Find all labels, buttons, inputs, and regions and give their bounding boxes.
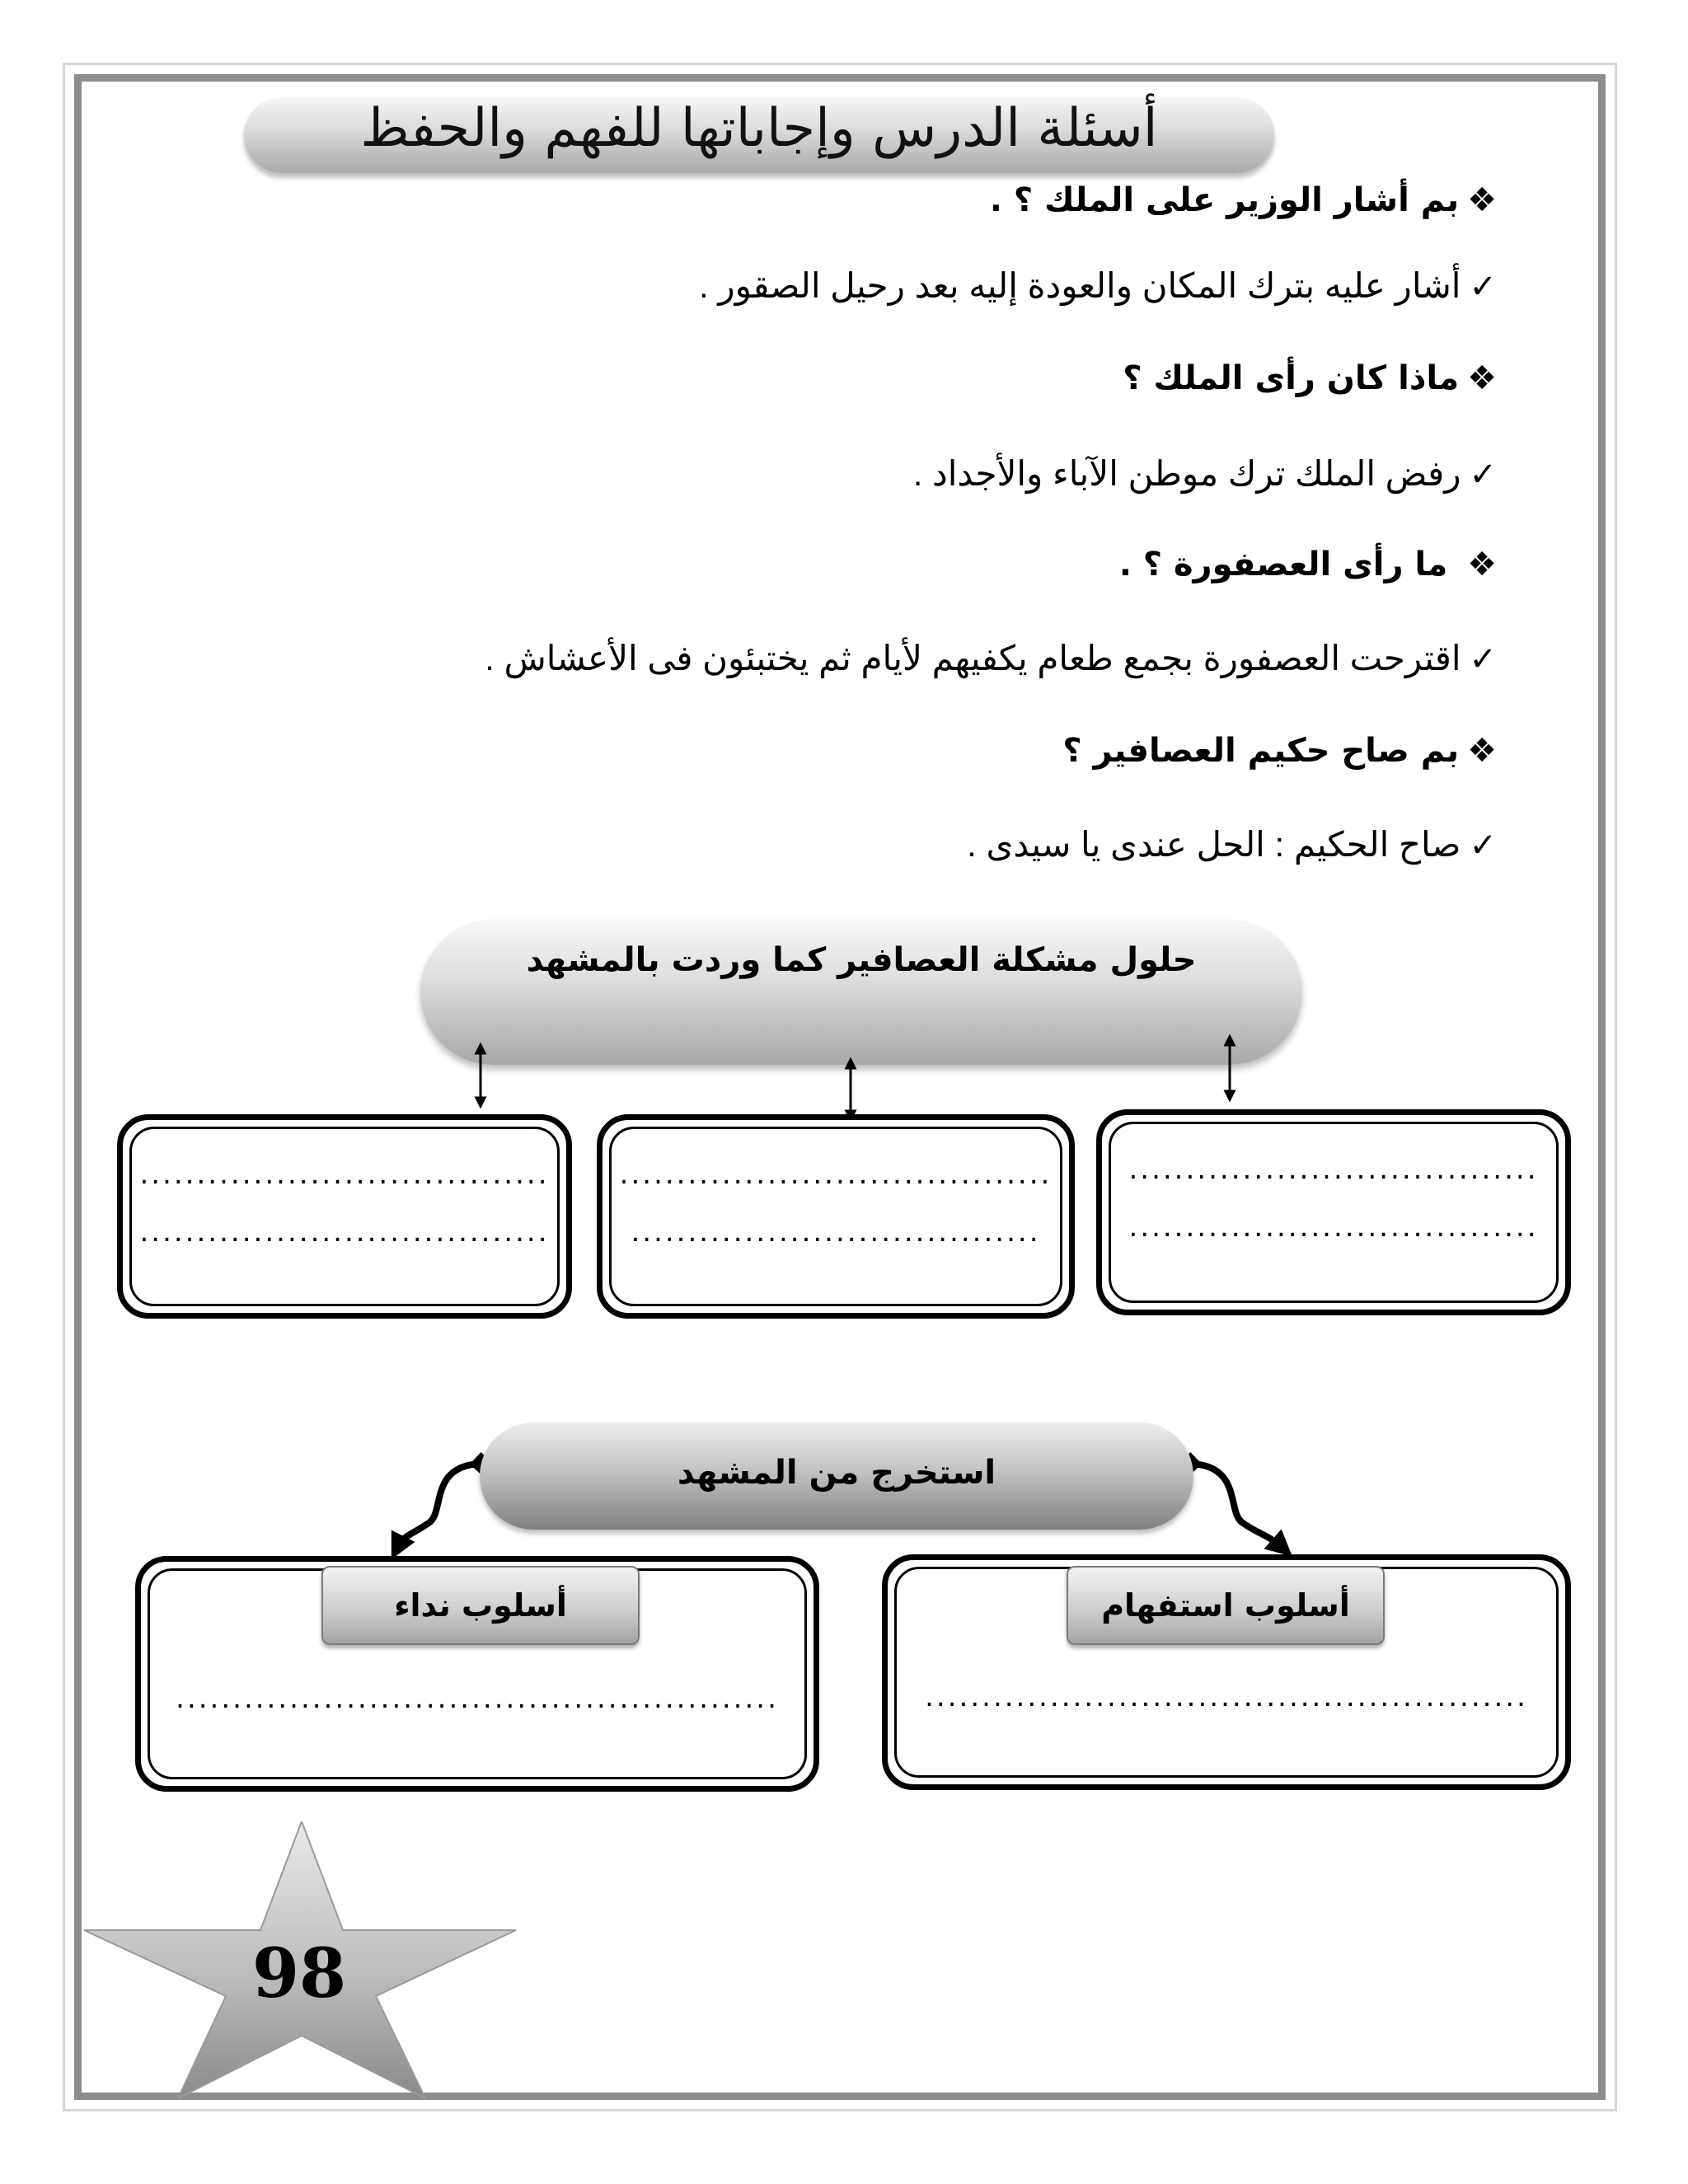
diamond-bullet-icon: ❖ bbox=[1467, 181, 1497, 219]
answer-line: .................................... bbox=[139, 1158, 550, 1191]
solution-box-left bbox=[117, 1114, 572, 1319]
answer-line: .................................... bbox=[1128, 1211, 1539, 1244]
answer-text: أشار عليه بترك المكان والعودة إليه بعد رحيل الصقور . bbox=[699, 266, 1461, 305]
checkmark-icon: ✓ bbox=[1469, 641, 1497, 677]
checkmark-icon: ✓ bbox=[1469, 827, 1497, 864]
solutions-heading: حلول مشكلة العصافير كما وردت بالمشهد bbox=[526, 941, 1197, 979]
diamond-bullet-icon: ❖ bbox=[1467, 546, 1497, 583]
answer-text: اقترحت العصفورة بجمع طعام يكفيهم لأيام ثم يختبئون فى الأعشاش . bbox=[485, 639, 1461, 677]
label-vocative-style: أسلوب نداء bbox=[321, 1566, 640, 1645]
question-text: بم صاح حكيم العصافير ؟ bbox=[1062, 732, 1460, 770]
label-interrogative-style: أسلوب استفهام bbox=[1067, 1566, 1385, 1645]
checkmark-icon: ✓ bbox=[1469, 457, 1497, 493]
answer-line: ..................................................... bbox=[176, 1682, 779, 1715]
answer-line: .................................... bbox=[631, 1216, 1041, 1249]
page-number: 98 bbox=[251, 1934, 347, 2013]
extract-heading: استخرج من المشهد bbox=[677, 1454, 996, 1492]
answer-line: .................................... bbox=[139, 1216, 550, 1249]
solution-box-right bbox=[1096, 1109, 1571, 1315]
question-text: ماذا كان رأى الملك ؟ bbox=[1123, 359, 1460, 397]
answer-line: ..................................................... bbox=[925, 1680, 1528, 1713]
question-text: بم أشار الوزير على الملك ؟ . bbox=[989, 181, 1460, 219]
question-text: ما رأى العصفورة ؟ . bbox=[1118, 546, 1460, 583]
answer-line: ...................................... bbox=[619, 1158, 1053, 1191]
answer-text: رفض الملك ترك موطن الآباء والأجداد . bbox=[912, 454, 1461, 493]
diamond-bullet-icon: ❖ bbox=[1467, 732, 1497, 770]
diamond-bullet-icon: ❖ bbox=[1467, 359, 1497, 397]
checkmark-icon: ✓ bbox=[1469, 269, 1497, 305]
answer-line: .................................... bbox=[1128, 1153, 1539, 1186]
answer-text: صاح الحكيم : الحل عندى يا سيدى . bbox=[967, 825, 1461, 864]
page-title: أسئلة الدرس وإجاباتها للفهم والحفظ bbox=[360, 98, 1158, 159]
solution-box-middle bbox=[597, 1114, 1075, 1319]
